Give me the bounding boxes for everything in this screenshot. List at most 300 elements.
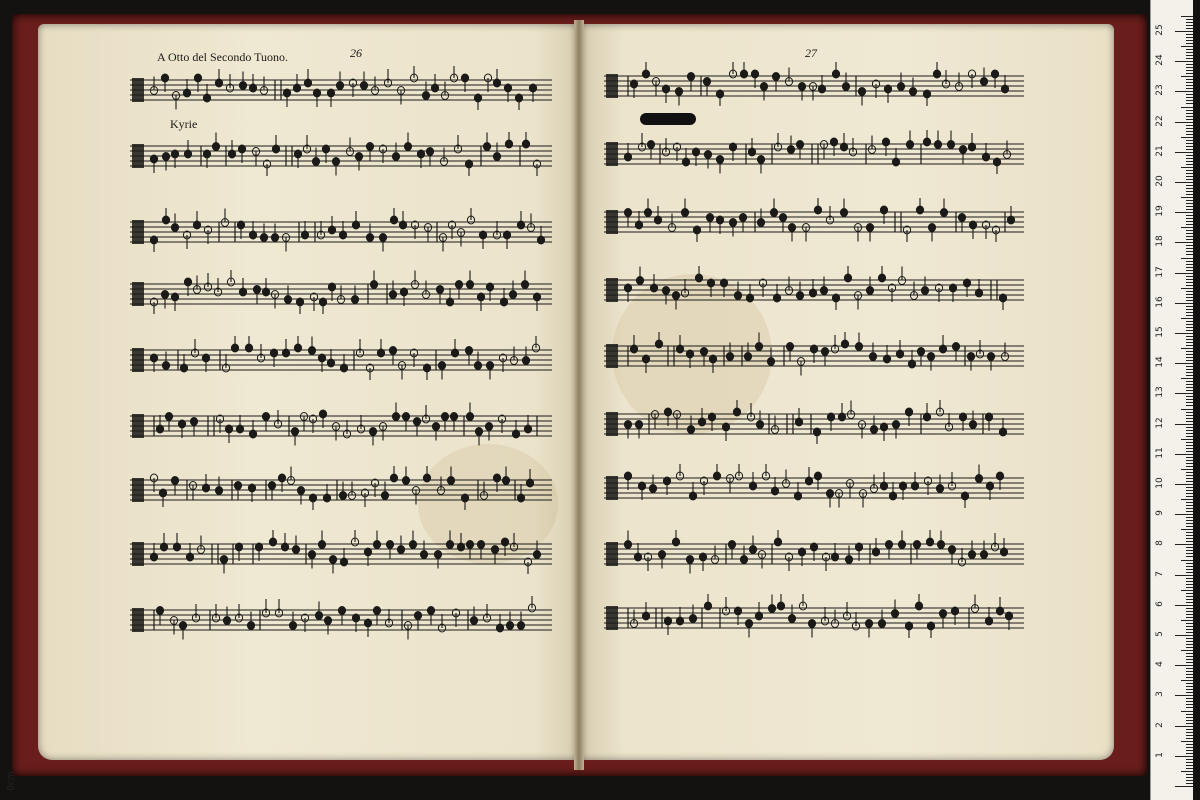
ruler-tick — [1175, 333, 1193, 334]
ruler-tick — [1175, 514, 1193, 515]
ruler-tick — [1186, 390, 1193, 391]
ruler-tick — [1186, 502, 1193, 503]
ruler-tick — [1186, 412, 1193, 413]
ruler-tick — [1186, 100, 1193, 101]
ruler-tick — [1181, 560, 1193, 561]
ruler-tick — [1186, 421, 1193, 422]
ruler-tick — [1175, 393, 1193, 394]
ruler-tick — [1181, 288, 1193, 289]
ruler-tick — [1186, 97, 1193, 98]
ruler-tick — [1175, 182, 1193, 183]
ruler-tick — [1186, 611, 1193, 612]
ruler-tick — [1186, 245, 1193, 246]
ruler-tick — [1186, 88, 1193, 89]
ruler-label: 22 — [1155, 114, 1165, 127]
ruler-tick — [1186, 209, 1193, 210]
ruler-tick — [1186, 481, 1193, 482]
ruler-tick — [1186, 270, 1193, 271]
ruler-tick — [1175, 273, 1193, 274]
ruler-tick — [1175, 363, 1193, 364]
ruler-tick — [1186, 94, 1193, 95]
ruler-tick — [1181, 16, 1193, 17]
ruler-tick — [1186, 415, 1193, 416]
ruler-tick — [1186, 360, 1193, 361]
ruler-tick — [1186, 677, 1193, 678]
ruler-tick — [1186, 668, 1193, 669]
ruler-tick — [1186, 264, 1193, 265]
ruler-tick — [1186, 508, 1193, 509]
ruler-tick — [1186, 43, 1193, 44]
ruler-tick — [1186, 723, 1193, 724]
music-staff — [604, 400, 1024, 440]
ruler-tick — [1186, 487, 1193, 488]
ruler-tick — [1186, 698, 1193, 699]
ruler-tick — [1186, 170, 1193, 171]
ruler-label: 17 — [1155, 265, 1165, 278]
ruler-tick — [1186, 641, 1193, 642]
ruler-tick — [1186, 517, 1193, 518]
music-staff — [604, 464, 1024, 504]
ruler-tick — [1181, 771, 1193, 772]
ruler-tick — [1186, 783, 1193, 784]
ruler-tick — [1186, 584, 1193, 585]
book-gutter — [574, 20, 584, 770]
left-page-number: 26 — [350, 46, 362, 60]
ruler-tick — [1175, 212, 1193, 213]
ruler-label: 16 — [1155, 296, 1165, 308]
ruler-tick — [1186, 306, 1193, 307]
music-staff — [604, 266, 1024, 306]
ruler-tick — [1186, 19, 1193, 20]
ruler-tick — [1186, 279, 1193, 280]
ruler-tick — [1186, 538, 1193, 539]
ruler-tick — [1186, 451, 1193, 452]
ruler-tick — [1186, 623, 1193, 624]
music-staff — [130, 270, 552, 310]
ruler-tick — [1186, 146, 1193, 147]
music-staff — [130, 132, 552, 172]
ruler-tick — [1186, 149, 1193, 150]
ruler-tick — [1186, 173, 1193, 174]
ruler-tick — [1186, 55, 1193, 56]
ruler-tick — [1186, 254, 1193, 255]
ruler-tick — [1186, 732, 1193, 733]
ruler-tick — [1186, 596, 1193, 597]
ruler-tick — [1175, 695, 1193, 696]
ruler-tick — [1181, 529, 1193, 530]
ruler-tick — [1186, 248, 1193, 249]
ruler-tick — [1181, 197, 1193, 198]
ruler-tick — [1186, 366, 1193, 367]
music-staff — [604, 198, 1024, 238]
music-staff — [130, 402, 552, 442]
ruler-tick — [1186, 200, 1193, 201]
ruler-label: 7 — [1155, 570, 1165, 577]
ruler-tick — [1186, 547, 1193, 548]
ruler-tick — [1186, 478, 1193, 479]
ruler-tick — [1186, 176, 1193, 177]
ruler-tick — [1181, 378, 1193, 379]
ruler-tick — [1186, 632, 1193, 633]
ruler-tick — [1186, 230, 1193, 231]
ruler-tick — [1186, 780, 1193, 781]
ruler-label: 23 — [1155, 84, 1165, 97]
ruler-tick — [1186, 128, 1193, 129]
ruler-tick — [1175, 242, 1193, 243]
ruler-tick — [1186, 750, 1193, 751]
ruler-tick — [1186, 493, 1193, 494]
ruler-tick — [1181, 227, 1193, 228]
ruler-tick — [1186, 339, 1193, 340]
music-staff — [130, 596, 552, 636]
ruler-tick — [1175, 635, 1193, 636]
ruler-tick — [1175, 605, 1193, 606]
ruler-tick — [1186, 300, 1193, 301]
ruler-tick — [1186, 430, 1193, 431]
ruler-tick — [1186, 526, 1193, 527]
ruler-tick — [1186, 569, 1193, 570]
ruler-tick — [1186, 701, 1193, 702]
ruler-tick — [1186, 614, 1193, 615]
ruler-tick — [1186, 251, 1193, 252]
ruler-tick — [1186, 662, 1193, 663]
ruler-tick — [1186, 34, 1193, 35]
ruler-tick — [1181, 499, 1193, 500]
ruler-tick — [1186, 448, 1193, 449]
ruler-tick — [1175, 91, 1193, 92]
ruler-tick — [1186, 566, 1193, 567]
ruler-label: 2 — [1155, 721, 1165, 728]
ruler-tick — [1186, 134, 1193, 135]
ruler-tick — [1175, 303, 1193, 304]
ruler-tick — [1181, 741, 1193, 742]
ruler-tick — [1186, 52, 1193, 53]
ruler-tick — [1186, 563, 1193, 564]
ruler-tick — [1186, 351, 1193, 352]
ruler-label: 4 — [1155, 661, 1165, 668]
ruler-label: 9 — [1155, 510, 1165, 517]
ruler-tick — [1175, 454, 1193, 455]
ruler-tick — [1186, 768, 1193, 769]
ruler-tick — [1186, 206, 1193, 207]
ruler-tick — [1175, 122, 1193, 123]
ruler-tick — [1175, 665, 1193, 666]
ruler-tick — [1186, 188, 1193, 189]
ruler-tick — [1175, 786, 1193, 787]
ruler-tick — [1186, 215, 1193, 216]
ruler-tick — [1175, 544, 1193, 545]
ruler-tick — [1186, 236, 1193, 237]
ruler-tick — [1186, 110, 1193, 111]
ruler-tick — [1186, 729, 1193, 730]
ruler-tick — [1186, 511, 1193, 512]
ruler-tick — [1186, 556, 1193, 557]
ruler-tick — [1186, 79, 1193, 80]
ruler-tick — [1186, 759, 1193, 760]
ruler-tick — [1186, 445, 1193, 446]
ruler-tick — [1186, 297, 1193, 298]
ruler-tick — [1186, 119, 1193, 120]
ruler-tick — [1186, 457, 1193, 458]
ruler-label: 10 — [1155, 477, 1165, 489]
ruler-tick — [1186, 330, 1193, 331]
ruler-tick — [1186, 535, 1193, 536]
ruler-tick — [1181, 680, 1193, 681]
ruler-tick — [1186, 191, 1193, 192]
ruler-tick — [1186, 375, 1193, 376]
ruler-tick — [1181, 711, 1193, 712]
ruler-tick — [1186, 369, 1193, 370]
ruler-tick — [1186, 747, 1193, 748]
section-label-kyrie: Kyrie — [170, 117, 198, 131]
ruler-label: 20 — [1155, 175, 1165, 187]
ruler-tick — [1186, 342, 1193, 343]
ruler-tick — [1186, 161, 1193, 162]
ruler-tick — [1186, 520, 1193, 521]
ruler-tick — [1186, 37, 1193, 38]
ruler-tick — [1186, 738, 1193, 739]
ruler-tick — [1186, 683, 1193, 684]
ruler-tick — [1186, 218, 1193, 219]
ruler-tick — [1186, 70, 1193, 71]
ruler-label: 13 — [1155, 386, 1165, 399]
ruler-tick — [1181, 167, 1193, 168]
ruler-tick — [1186, 644, 1193, 645]
ruler-tick — [1186, 321, 1193, 322]
ruler-tick — [1186, 285, 1193, 286]
music-staff — [604, 594, 1024, 634]
ruler-label: 1 — [1155, 751, 1165, 758]
ruler-tick — [1186, 686, 1193, 687]
ruler-tick — [1186, 345, 1193, 346]
ruler-tick — [1186, 581, 1193, 582]
ruler-tick — [1186, 720, 1193, 721]
ruler-tick — [1186, 357, 1193, 358]
ruler-tick — [1186, 49, 1193, 50]
ruler-label: 19 — [1155, 205, 1165, 217]
ruler-tick — [1181, 590, 1193, 591]
ruler-label: 6 — [1155, 600, 1165, 607]
ruler-tick — [1186, 282, 1193, 283]
ruler-label: 11 — [1155, 447, 1165, 459]
right-page-number: 27 — [805, 46, 817, 60]
music-staff — [604, 62, 1024, 102]
ruler-tick — [1181, 650, 1193, 651]
ruler-tick — [1186, 131, 1193, 132]
ruler-tick — [1186, 505, 1193, 506]
ruler-tick — [1186, 436, 1193, 437]
ruler-tick — [1186, 735, 1193, 736]
ruler-tick — [1175, 575, 1193, 576]
ruler-tick — [1186, 384, 1193, 385]
ruler-tick — [1186, 276, 1193, 277]
ruler-tick — [1186, 578, 1193, 579]
ruler-tick — [1186, 399, 1193, 400]
ruler-tick — [1186, 312, 1193, 313]
ruler-tick — [1186, 82, 1193, 83]
ruler-tick — [1186, 714, 1193, 715]
ruler-tick — [1181, 46, 1193, 47]
ruler-label: 12 — [1155, 416, 1165, 429]
ruler-tick — [1186, 629, 1193, 630]
music-staff — [604, 530, 1024, 570]
ruler-tick — [1186, 155, 1193, 156]
ruler-tick — [1186, 203, 1193, 204]
ruler-tick — [1186, 774, 1193, 775]
ruler-label: 21 — [1155, 145, 1165, 157]
ruler-tick — [1175, 152, 1193, 153]
ruler-tick — [1186, 418, 1193, 419]
ruler-tick — [1186, 28, 1193, 29]
ruler-tick — [1186, 294, 1193, 295]
ruler-tick — [1186, 140, 1193, 141]
ruler-tick — [1181, 409, 1193, 410]
ruler-tick — [1186, 572, 1193, 573]
ruler-tick — [1186, 179, 1193, 180]
ruler-tick — [1175, 424, 1193, 425]
ruler-tick — [1186, 354, 1193, 355]
ruler-tick — [1186, 602, 1193, 603]
ruler-tick — [1186, 496, 1193, 497]
ruler-tick — [1186, 704, 1193, 705]
ruler-label: 18 — [1155, 235, 1165, 248]
ruler-tick — [1186, 689, 1193, 690]
ruler-tick — [1186, 550, 1193, 551]
ruler-tick — [1181, 318, 1193, 319]
ruler-label: 3 — [1155, 691, 1165, 698]
ruler-tick — [1181, 76, 1193, 77]
ruler-tick — [1181, 137, 1193, 138]
ruler-tick — [1186, 64, 1193, 65]
ruler-tick — [1186, 442, 1193, 443]
ruler-tick — [1186, 405, 1193, 406]
ruler-tick — [1186, 638, 1193, 639]
ruler-tick — [1186, 58, 1193, 59]
music-staff — [604, 332, 1024, 372]
ruler-tick — [1186, 372, 1193, 373]
ruler-tick — [1181, 439, 1193, 440]
ruler-tick — [1186, 224, 1193, 225]
ruler-tick — [1186, 753, 1193, 754]
ruler-tick — [1186, 22, 1193, 23]
ruler-tick — [1186, 659, 1193, 660]
ruler-tick — [1186, 291, 1193, 292]
ruler-tick — [1186, 674, 1193, 675]
ruler-tick — [1175, 726, 1193, 727]
ruler-tick — [1186, 113, 1193, 114]
ruler-tick — [1186, 762, 1193, 763]
ruler-tick — [1186, 396, 1193, 397]
ruler-label: 24 — [1155, 54, 1165, 66]
ruler-tick — [1186, 381, 1193, 382]
ruler-tick — [1186, 541, 1193, 542]
ruler-tick — [1186, 608, 1193, 609]
ruler-tick — [1186, 553, 1193, 554]
ruler-tick — [1186, 656, 1193, 657]
music-staff — [604, 130, 1024, 170]
ruler-tick — [1186, 125, 1193, 126]
ruler-label: 15 — [1155, 326, 1165, 338]
ruler-tick — [1186, 466, 1193, 467]
ruler-unit: 0cm — [6, 771, 17, 791]
page-heading: A Otto del Secondo Tuono. — [157, 50, 289, 64]
ruler-label: 14 — [1155, 356, 1165, 368]
ruler-tick — [1186, 73, 1193, 74]
ruler-tick — [1186, 67, 1193, 68]
ruler-tick — [1186, 324, 1193, 325]
ruler-tick — [1186, 336, 1193, 337]
ruler-tick — [1186, 233, 1193, 234]
ruler-tick — [1186, 647, 1193, 648]
ruler-tick — [1186, 185, 1193, 186]
ruler-tick — [1186, 460, 1193, 461]
ruler-tick — [1186, 692, 1193, 693]
music-staff — [130, 466, 552, 506]
ruler-tick — [1175, 484, 1193, 485]
ruler-tick — [1186, 532, 1193, 533]
ruler-tick — [1186, 777, 1193, 778]
ruler-tick — [1181, 469, 1193, 470]
ruler-tick — [1186, 194, 1193, 195]
ruler-tick — [1186, 143, 1193, 144]
music-staff — [130, 208, 552, 248]
ruler-tick — [1186, 490, 1193, 491]
music-staff — [130, 336, 552, 376]
ruler-tick — [1186, 626, 1193, 627]
ruler-tick — [1186, 261, 1193, 262]
ruler-tick — [1186, 315, 1193, 316]
ruler-tick — [1181, 258, 1193, 259]
ruler-tick — [1186, 472, 1193, 473]
ruler-tick — [1186, 40, 1193, 41]
ruler-tick — [1186, 475, 1193, 476]
ruler-tick — [1186, 85, 1193, 86]
ruler-tick — [1186, 653, 1193, 654]
ruler-tick — [1186, 599, 1193, 600]
ruler-tick — [1186, 239, 1193, 240]
ruler-tick — [1186, 433, 1193, 434]
ruler-tick — [1186, 116, 1193, 117]
measurement-ruler — [1150, 0, 1193, 800]
ruler-tick — [1186, 707, 1193, 708]
ruler-tick — [1186, 387, 1193, 388]
ruler-tick — [1186, 671, 1193, 672]
ruler-tick — [1181, 107, 1193, 108]
ruler-tick — [1186, 717, 1193, 718]
music-staff — [130, 66, 552, 106]
ruler-tick — [1186, 593, 1193, 594]
music-staff — [130, 530, 552, 570]
ruler-tick — [1181, 348, 1193, 349]
ruler-tick — [1175, 756, 1193, 757]
ruler-tick — [1186, 587, 1193, 588]
ruler-label: 25 — [1155, 24, 1165, 36]
ruler-tick — [1186, 617, 1193, 618]
ruler-tick — [1186, 309, 1193, 310]
ruler-tick — [1186, 463, 1193, 464]
ruler-tick — [1175, 61, 1193, 62]
ruler-tick — [1186, 164, 1193, 165]
ruler-tick — [1175, 31, 1193, 32]
ruler-tick — [1181, 620, 1193, 621]
ruler-tick — [1186, 402, 1193, 403]
ruler-tick — [1186, 221, 1193, 222]
ruler-tick — [1186, 103, 1193, 104]
ruler-tick — [1186, 158, 1193, 159]
ruler-label: 8 — [1155, 540, 1165, 547]
ruler-tick — [1186, 267, 1193, 268]
ruler-tick — [1186, 25, 1193, 26]
